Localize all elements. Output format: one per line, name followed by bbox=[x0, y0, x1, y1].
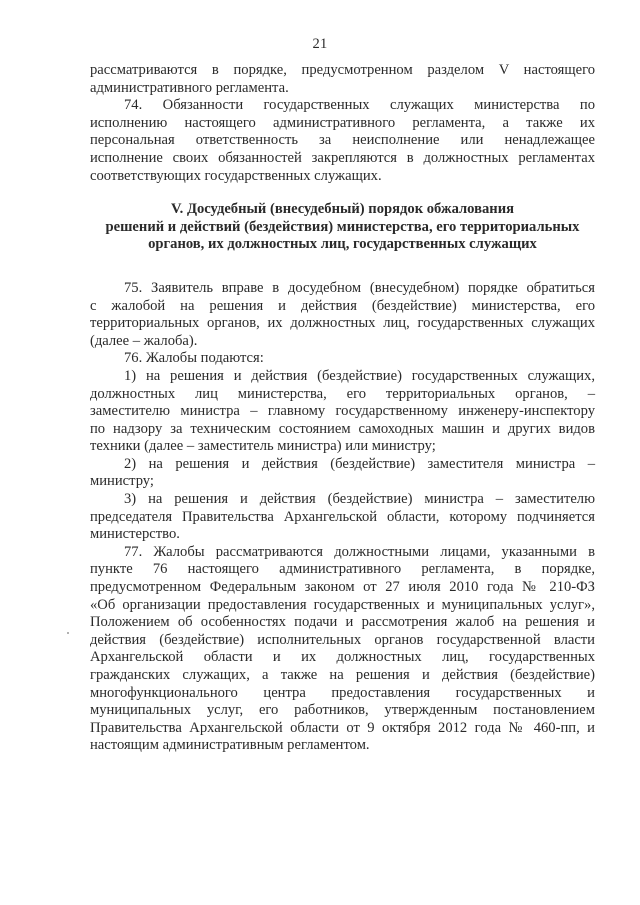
text-line: 75. Заявитель вправе в досудебном (внесудебном) порядке обратиться bbox=[124, 279, 595, 296]
text-line: многофункционального центра предоставления государственных и bbox=[90, 684, 595, 701]
text-line: 76. Жалобы подаются: bbox=[124, 350, 264, 367]
intro-paragraph bbox=[90, 62, 595, 97]
section-heading bbox=[90, 201, 595, 254]
text-line: соответствующих государственных служащих. bbox=[90, 167, 382, 184]
text-line: «Об организации предоставления государственных и муниципальных услуг», bbox=[90, 596, 595, 613]
text-line: должностных лиц министерства, его территориальных органов, – bbox=[90, 385, 595, 402]
text-line: пункте 76 настоящего административного регламента, в порядке, bbox=[90, 561, 595, 578]
spacer bbox=[90, 270, 595, 280]
text-line: Правительства Архангельской области от 9 октября 2012 года № 460-пп, и bbox=[90, 719, 595, 736]
spacer bbox=[90, 254, 595, 270]
heading-line: V. Досудебный (внесудебный) порядок обжалования bbox=[170, 201, 514, 218]
document-body bbox=[90, 62, 595, 755]
text-line: рассматриваются в порядке, предусмотренном разделом V настоящего bbox=[90, 62, 595, 78]
text-line: исполнению настоящего административного регламента, а также их bbox=[90, 114, 595, 131]
text-line: (далее – жалоба). bbox=[90, 332, 198, 349]
text-line: предусмотренном Федеральным законом от 27 июля 2010 года № 210-ФЗ bbox=[90, 579, 595, 596]
text-line: по надзору за техническим состоянием самоходных машин и других видов bbox=[90, 420, 595, 437]
text-line: 3) на решения и действия (бездействие) министра – заместителю bbox=[124, 491, 595, 508]
page-number: 21 bbox=[312, 36, 328, 52]
text-line: Положением об особенностях подачи и рассмотрения жалоб на решения и bbox=[90, 614, 595, 631]
text-line: министру; bbox=[90, 473, 154, 490]
text-line: территориальных органов, их должностных лиц, государственных служащих bbox=[90, 315, 595, 332]
spacer bbox=[90, 185, 595, 201]
scan-speck bbox=[67, 632, 69, 634]
text-line: Архангельской области и их должностных лиц, государственных bbox=[90, 649, 595, 666]
text-line: председателя Правительства Архангельской области, которому подчиняется bbox=[90, 508, 595, 525]
text-line: персональная ответственность за неисполнение или ненадлежащее bbox=[90, 132, 595, 149]
text-line: 77. Жалобы рассматриваются должностными лицами, указанными в bbox=[124, 543, 595, 560]
text-line: 2) на решения и действия (бездействие) заместителя министра – bbox=[124, 455, 595, 472]
text-line: настоящим административным регламентом. bbox=[90, 737, 370, 754]
text-line: с жалобой на решения и действия (бездействие) министерства, его bbox=[90, 297, 595, 314]
text-line: 74. Обязанности государственных служащих министерства по bbox=[124, 97, 595, 114]
text-line: 1) на решения и действия (бездействие) государственных служащих, bbox=[124, 367, 595, 384]
heading-line: решений и действий (бездействия) министерства, его территориальных bbox=[105, 218, 580, 235]
heading-line: органов, их должностных лиц, государственных служащих bbox=[148, 236, 537, 253]
text-line: заместителю министра – главному государственному инженеру-инспектору bbox=[90, 403, 595, 420]
text-line: исполнение своих обязанностей закрепляются в должностных регламентах bbox=[90, 149, 595, 166]
paragraph-74 bbox=[90, 97, 595, 185]
text-line: административного регламента. bbox=[90, 79, 289, 96]
text-line: действия (бездействие) исполнительных органов государственной власти bbox=[90, 631, 595, 648]
paragraph-77 bbox=[90, 544, 595, 755]
text-line: министерство. bbox=[90, 526, 180, 543]
text-line: техники (далее – заместитель министра) или министру; bbox=[90, 438, 436, 455]
paragraph-76 bbox=[90, 350, 595, 544]
text-line: муниципальных услуг, его работников, утвержденным постановлением bbox=[90, 702, 595, 719]
paragraph-75 bbox=[90, 280, 595, 350]
text-line: гражданских служащих, а также на решения и действия (бездействие) bbox=[90, 667, 595, 683]
